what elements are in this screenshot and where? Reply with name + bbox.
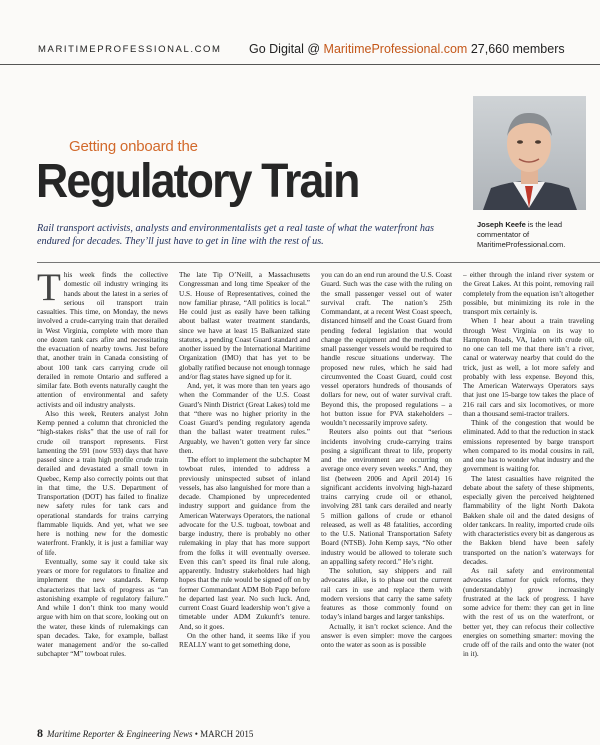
page-footer <box>37 726 253 741</box>
article-headline: Regulatory Train <box>36 155 359 208</box>
paragraph: Also this week, Reuters analyst John Kemp penned a column that chronicled the “high-stakes risks” that the use of rail for crude oil transport represents. First lamenting the 591 (now 593) days that have passed since a train high profile crude train derailed and devastated a small town in Quebec, Kemp also correctly points out that in that time, the U.S. Department of Transportation (DOT) has failed to finalize new safety rules for tank cars and operational standards for trains carrying flammable liquids. And yet, what we see here is nothing new for the domestic waterfront. Frankly, it is just a familiar way of life. <box>37 409 168 557</box>
article-deck: Rail transport activists, analysts and environmentalists get a real taste of what the waterfront has endured for decades. They’ll just have to get in line with the rest of us. <box>37 223 435 247</box>
author-name: Joseph Keefe <box>477 220 526 229</box>
paragraph: Reuters also points out that “serious incidents involving crude-carrying trains posing a significant threat to life, property and the environment are occurring on average once every seven weeks.” And, they list (between 2006 and April 2014) 16 significant accidents involving high-hazard trains carrying crude oil or ethanol, involving 281 tank cars derailed and nearly 5 million gallons of crude or ethanol released, as well as 48 fatalities, according to the U.S. National Transportation Safety Board (NTSB). John Kemp says, “No other industry would be allowed to tolerate such an appalling safety record.” He’s right. <box>321 428 452 566</box>
paragraph: This week finds the collective domestic oil industry wringing its hands about the latest in a series of serious oil transport train casualties. This time, on Monday, the news involved a crude-carrying train that derailed in West Virginia, complete with more than one dozen tank cars afire and necessitating the evacuation of nearby towns. Just before that, another train in Canada consisting of about 100 tank cars carrying crude oil derailed in remote Ontario and suffered a similar fate. Both events naturally caught the attention of environmental and safety activists and oil industry analysts. <box>37 271 168 409</box>
paragraph: And, yet, it was more than ten years ago when the Commander of the U.S. Coast Guard’s Ninth District (Great Lakes) told me that “there was no higher priority in the Coast Guard’s pending regulatory agenda than the ballast water treatment rules.” Arguably, we haven’t gotten very far since then. <box>179 382 310 455</box>
go-digital-label: Go Digital @ <box>249 42 321 56</box>
paragraph: The solution, say shippers and rail advocates alike, is to phase out the current rail cars in use and replace them with modern versions that carry the same safety features as those commonly found on today’s inland barges and larger tankships. <box>321 567 452 622</box>
publication-name: Maritime Reporter & Engineering News <box>47 729 193 739</box>
issue-date: • MARCH 2015 <box>192 729 254 739</box>
column-2 <box>179 271 310 725</box>
site-name: MARITIMEPROFESSIONAL.COM <box>38 44 222 55</box>
body-divider <box>37 262 600 263</box>
column-3 <box>321 271 452 725</box>
paragraph: The effort to implement the subchapter M towboat rules, intended to address a previously uninspected subset of inland vessels, has also languished for more than a decade. Championed by unprecedented industry support and guidance from the American Waterways Operators, the national advocate for the U.S. tugboat, towboat and barge industry, there is probably no other rulemaking in play that has more support from the folks it will eventually oversee. Even this can’t speed its final rule along, apparently. Industry stakeholders had high hopes that the rule would be signed off on by former Commandant ADM Bob Papp before he departed last year. No such luck. And, current Coast Guard leadership won’t give a timetable under ADM Zukunft’s tenure. And, so it goes. <box>179 456 310 631</box>
go-digital-banner <box>249 42 565 56</box>
paragraph: The latest casualties have reignited the debate about the safety of these shipments, especially given the perceived heightened flammability of the light North Dakota Bakken shale oil and the dated designs of older tankcars. In reality, imported crude oils with characteristics every bit as dangerous as the Bakken blend have been safely transported on the nation’s waterways for decades. <box>463 474 594 566</box>
article-kicker: Getting onboard the <box>69 138 198 155</box>
paragraph: you can do an end run around the U.S. Coast Guard. Such was the case with the ruling on the small passenger vessel out of water survival craft. The nation’s 25th Commandant, at a recent West Coast speech, distanced himself and the Coast Guard from pending federal legislation that would change the equipment and the methods that small passenger vessels would be required to handle rescue situations underway. The proposed new rules, which he said had circumvented the Coast Guard, could cost vessel operators hundreds of thousands of dollars for new, out of water survival craft. Beyond this, the proposed regulations – a hot button issue for PVA stakeholders – wouldn’t necessarily improve safety. <box>321 271 452 427</box>
paragraph: When I hear about a train traveling through West Virginia on its way to Hampton Roads, VA, laden with crude oil, no one can tell me that there isn’t a river, canal or waterway nearby that could do the trick, just as well, a lot more safely and probably with less expense. Beyond this, The American Waterways Operators says that just one 15-barge tow takes the place of 216 rail cars and six locomotives, or more than a thousand semi-tractor trailers. <box>463 317 594 418</box>
paragraph: The late Tip O’Neill, a Massachusetts Congressman and long time Speaker of the U.S. House of Representatives, coined the now familiar phrase, “All politics is local.” He could just as easily have been talking about ballast water treatment standards, since we have at least 15 Balkanized state statutes, a pending Coast Guard standard and another issued by the International Maritime Organization (IMO) that has yet to be globally ratified because not enough tonnage and/or flag states have signed up for it. <box>179 271 310 381</box>
paragraph: Eventually, some say it could take six years or more for regulators to finalize and implement the new standards. Kemp characterizes that lack of progress as “an astonishing example of regulatory failure.” And while I don’t think too many would argue with him on that score, looking out on the water, these kinds of rulemakings can span decades. Take, for example, ballast water management and/or the so-called subchapter “M” towboat rules. <box>37 557 168 659</box>
header-divider <box>0 64 600 65</box>
paragraph: As rail safety and environmental advocates clamor for quick reforms, they (understandably) grow increasingly frustrated at the lack of progress. I have some advice for them: they can get in line with the rest of us on the waterfront, or better yet, they can refocus their collective energies on something smarter: moving the crude off of the rails and onto the water (not in it). <box>463 567 594 659</box>
paragraph: On the other hand, it seems like if you REALLY want to get something done, <box>179 631 310 649</box>
paragraph: Actually, it isn’t rocket science. And the answer is even simpler: move the cargoes onto the water as soon as is possible <box>321 622 452 649</box>
author-caption <box>477 220 595 250</box>
column-1 <box>37 271 168 725</box>
paragraph: Think of the congestion that would be eliminated. Add to that the reduction in stack emissions represented by barge transport when compared to its modal cousins in rail, and one has to wonder what industry and the government is waiting for. <box>463 419 594 474</box>
author-photo <box>473 96 586 210</box>
column-4 <box>463 271 594 725</box>
page-number: 8 <box>37 726 43 740</box>
site-link[interactable]: MaritimeProfessional.com <box>323 42 468 56</box>
member-count: 27,660 members <box>470 42 565 56</box>
article-body <box>37 271 594 725</box>
author-description: is the lead commentator of MaritimeProfessional.com. <box>477 220 566 249</box>
drop-cap: T <box>37 271 61 309</box>
paragraph: – either through the inland river system or the Great Lakes. At this point, removing rail completely from the equation isn’t altogether possible, but minimizing its role in the transport mix certainly is. <box>463 271 594 316</box>
